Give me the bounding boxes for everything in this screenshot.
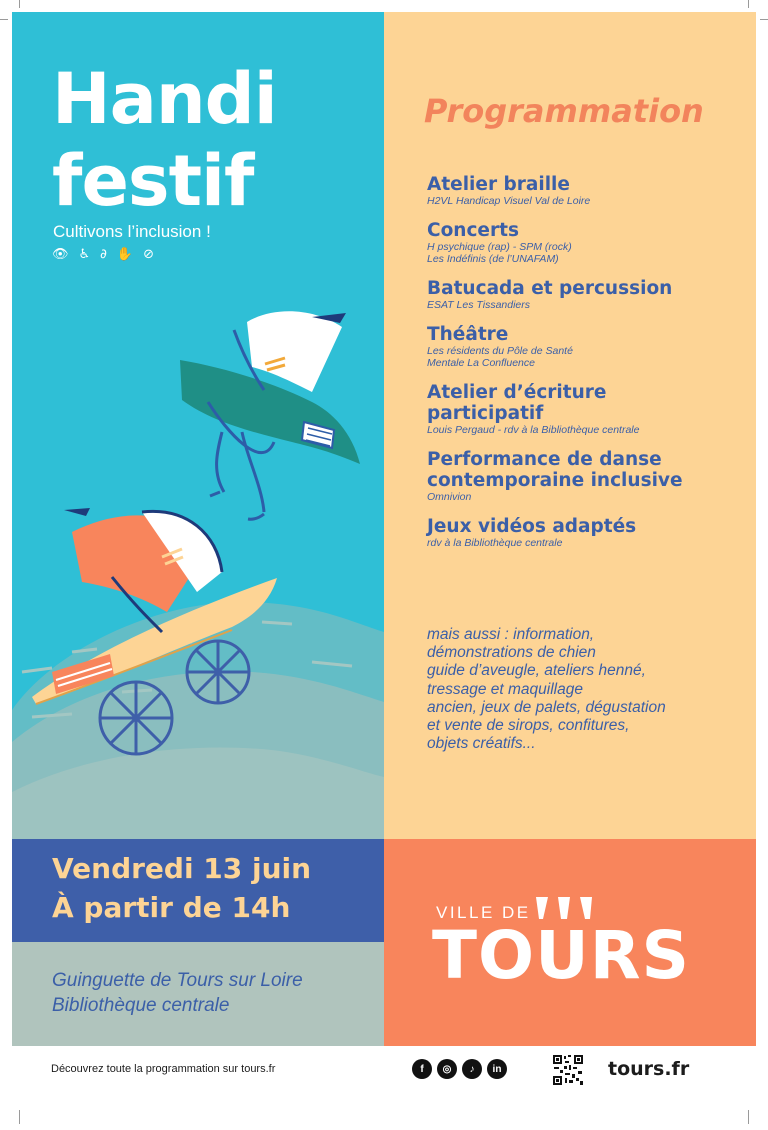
hearing-icon: ∂ <box>100 247 107 262</box>
event-venue-box <box>12 942 384 1046</box>
city-name: TOURS <box>432 917 691 994</box>
upper-sail-figure <box>180 311 360 519</box>
wheel-small <box>187 641 249 703</box>
program-item-name: Batucada et percussion <box>427 278 673 299</box>
crop-mark <box>19 0 20 8</box>
poster-left-panel <box>12 12 384 839</box>
program-item-desc: Omnivion <box>427 491 472 503</box>
also-activities <box>427 626 727 753</box>
crop-mark <box>748 0 749 8</box>
facebook-icon[interactable]: f <box>412 1059 432 1079</box>
tiktok-icon[interactable]: ♪ <box>462 1059 482 1079</box>
program-item-name: Performance de danse contemporaine inclusive <box>427 449 683 491</box>
also-line: et vente de sirops, confitures, <box>427 717 630 735</box>
venue-line: Guinguette de Tours sur Loire <box>52 970 303 991</box>
event-date: Vendredi 13 juin <box>52 852 312 885</box>
program-item <box>427 220 747 265</box>
program-item-desc: ESAT Les Tissandiers <box>427 299 531 311</box>
program-item <box>427 174 747 207</box>
event-title-line2: festif <box>52 140 254 222</box>
wheel-large <box>100 682 172 754</box>
program-item-name: Théâtre <box>427 324 509 345</box>
program-item <box>427 324 747 369</box>
program-item-name: Atelier d’écriture participatif <box>427 382 607 424</box>
crop-mark <box>19 1110 20 1124</box>
program-item <box>427 449 747 503</box>
event-time: À partir de 14h <box>52 891 291 924</box>
wheelchair-icon: ♿ <box>78 247 91 262</box>
program-item <box>427 516 747 549</box>
program-item <box>427 278 747 311</box>
city-logo-box <box>384 839 756 1046</box>
eye-icon: 👁 <box>52 247 69 262</box>
program-item-desc: Les résidents du Pôle de Santé <box>427 345 573 357</box>
also-line: ancien, jeux de palets, dégustation <box>427 698 666 716</box>
program-item-desc: Louis Pergaud - rdv à la Bibliothèque centrale <box>427 424 640 436</box>
program-item-name: Jeux vidéos adaptés <box>427 516 637 537</box>
linkedin-icon[interactable]: in <box>487 1059 507 1079</box>
accessibility-icons <box>52 247 154 262</box>
program-heading: Programmation <box>424 92 704 130</box>
crop-mark <box>748 1110 749 1124</box>
tagline: Cultivons l’inclusion ! <box>53 222 211 241</box>
program-item-desc: H2VL Handicap Visuel Val de Loire <box>427 195 591 207</box>
footer-site[interactable]: tours.fr <box>608 1058 690 1080</box>
program-item-name: Concerts <box>427 220 519 241</box>
social-icons <box>412 1059 507 1079</box>
program-item-desc: rdv à la Bibliothèque centrale <box>427 537 563 549</box>
footer-text: Découvrez toute la programmation sur tours.fr <box>51 1063 276 1075</box>
also-line: démonstrations de chien <box>427 644 596 662</box>
instagram-icon[interactable]: ◎ <box>437 1059 457 1079</box>
program-item-desc: Mentale La Confluence <box>427 357 535 369</box>
program-item <box>427 382 747 436</box>
program-item-desc: Les Indéfinis (de l’UNAFAM) <box>427 253 559 265</box>
deaf-icon: ⊘ <box>143 247 154 262</box>
program-item-name: Atelier braille <box>427 174 570 195</box>
sign-language-icon: ✋ <box>116 247 134 262</box>
event-title-line1: Handi <box>52 58 277 140</box>
crop-mark <box>0 19 8 20</box>
festival-illustration <box>12 272 384 839</box>
crop-mark <box>760 19 768 20</box>
ville-de-label: VILLE DE <box>436 903 531 922</box>
also-line: guide d’aveugle, ateliers henné, <box>427 662 646 680</box>
program-item-desc: H psychique (rap) - SPM (rock) <box>427 241 572 253</box>
event-title <box>52 58 277 222</box>
qr-code[interactable] <box>552 1054 584 1086</box>
event-date-box <box>12 839 384 942</box>
program-list <box>427 174 747 562</box>
also-line: tressage et maquillage <box>427 680 583 698</box>
venue-line: Bibliothèque centrale <box>52 995 230 1016</box>
program-panel <box>384 12 756 839</box>
also-line: mais aussi : information, <box>427 626 595 643</box>
also-line: objets créatifs... <box>427 735 536 753</box>
